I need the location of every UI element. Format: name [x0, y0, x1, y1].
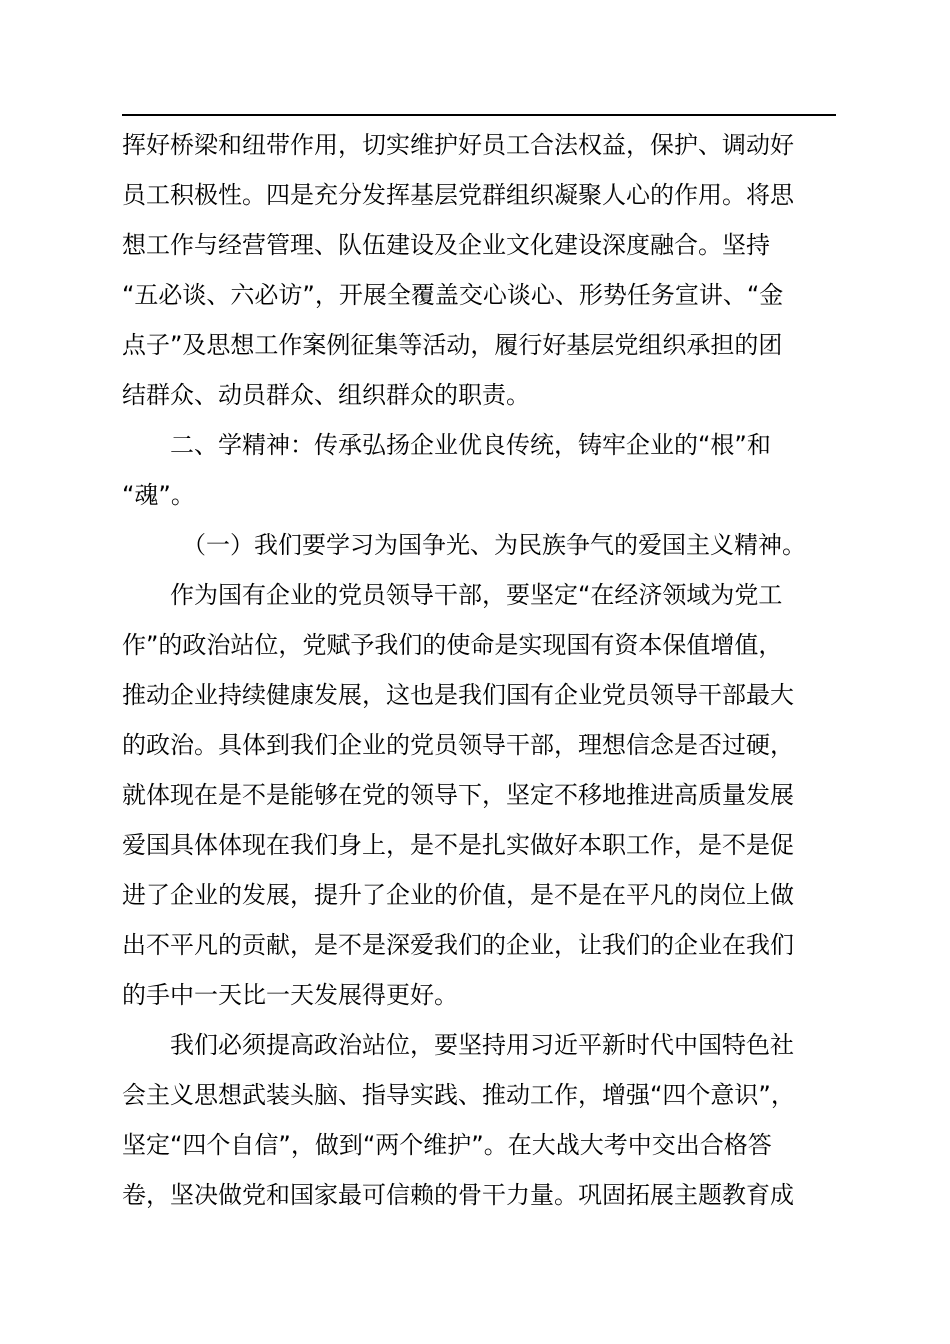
- text-line: 坚定“四个自信”，做到“两个维护”。在大战大考中交出合格答: [122, 1131, 772, 1159]
- text-line: 挥好桥梁和纽带作用，切实维护好员工合法权益，保护、调动好: [122, 131, 794, 159]
- text-line: 我们必须提高政治站位，要坚持用习近平新时代中国特色社: [170, 1031, 794, 1059]
- subsection-heading: （一）我们要学习为国争光、为民族争气的爱国主义精神。: [182, 531, 806, 559]
- text-line: 结群众、动员群众、组织群众的职责。: [122, 381, 530, 409]
- text-line: “五必谈、六必访”，开展全覆盖交心谈心、形势任务宣讲、“金: [122, 281, 784, 309]
- text-line: 卷，坚决做党和国家最可信赖的骨干力量。巩固拓展主题教育成: [122, 1181, 794, 1209]
- text-line: 出不平凡的贡献，是不是深爱我们的企业，让我们的企业在我们: [122, 931, 794, 959]
- text-line: 进了企业的发展，提升了企业的价值，是不是在平凡的岗位上做: [122, 881, 794, 909]
- text-line: 作”的政治站位，党赋予我们的使命是实现国有资本保值增值，: [122, 631, 783, 659]
- header-rule: [122, 114, 836, 116]
- text-line: 爱国具体体现在我们身上，是不是扎实做好本职工作，是不是促: [122, 831, 794, 859]
- text-line: 作为国有企业的党员领导干部，要坚定“在经济领域为党工: [170, 581, 783, 609]
- text-line: 就体现在是不是能够在党的领导下，坚定不移地推进高质量发展: [122, 781, 794, 809]
- text-line: 员工积极性。四是充分发挥基层党群组织凝聚人心的作用。将思: [122, 181, 794, 209]
- text-line: 的手中一天比一天发展得更好。: [122, 981, 458, 1009]
- text-line: 推动企业持续健康发展，这也是我们国有企业党员领导干部最大: [122, 681, 794, 709]
- text-line: 想工作与经营管理、队伍建设及企业文化建设深度融合。坚持: [122, 231, 770, 259]
- section-heading: 二、学精神：传承弘扬企业优良传统，铸牢企业的“根”和: [170, 431, 771, 459]
- text-line: 会主义思想武装头脑、指导实践、推动工作，增强“四个意识”，: [122, 1081, 795, 1109]
- text-line: 的政治。具体到我们企业的党员领导干部，理想信念是否过硬，: [122, 731, 794, 759]
- text-line: 点子”及思想工作案例征集等活动，履行好基层党组织承担的团: [122, 331, 783, 359]
- section-heading-continued: “魂”。: [122, 481, 195, 509]
